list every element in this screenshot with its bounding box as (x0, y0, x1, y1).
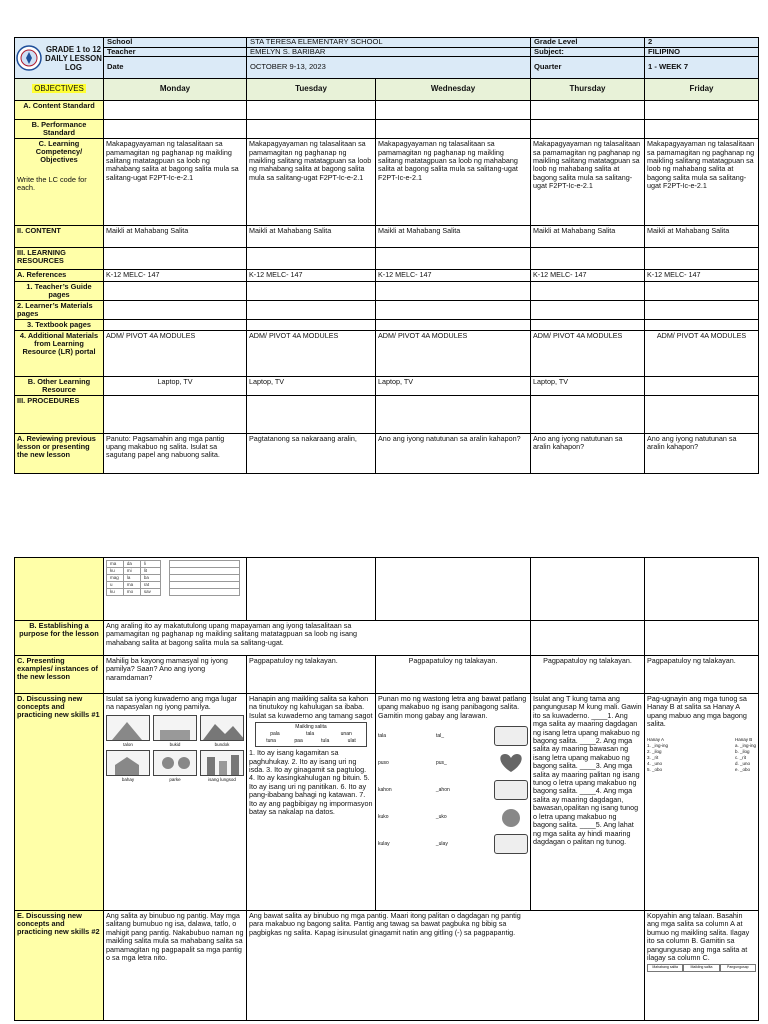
dll-table-page1 (14, 37, 759, 474)
place-picture: parke (153, 750, 197, 776)
presenting-fri: Pagpapatuloy ng talakayan. (645, 656, 759, 694)
label-performance-standard: B. Performance Standard (15, 120, 104, 139)
row-procedures (15, 395, 759, 433)
date-value: OCTOBER 9-13, 2023 (247, 57, 531, 79)
additional-wed: ADM/ PIVOT 4A MODULES (376, 330, 531, 376)
syllable-table (106, 560, 240, 596)
label-presenting: C. Presenting examples/ instances of the new lesson (15, 656, 104, 694)
row-presenting (15, 656, 759, 694)
label-learners-materials: 2. Learner’s Materials pages (15, 300, 104, 319)
row-reviewing (15, 433, 759, 473)
subject-value: FILIPINO (645, 47, 759, 57)
label-content: II. CONTENT (15, 226, 104, 248)
presenting-mon: Mahilig ba kayong mamasyal ng iyong pamilya? Saan? Ano ang iyong naramdaman? (104, 656, 247, 694)
content-wed: Maikli at Mahabang Salita (376, 226, 531, 248)
presenting-thu: Pagpapatuloy ng talakayan. (531, 656, 645, 694)
row-content (15, 226, 759, 248)
header-title-line1: GRADE 1 to 12 (45, 44, 101, 54)
day-monday: Monday (104, 79, 247, 101)
presenting-wed: Pagpapatuloy ng talakayan. (376, 656, 531, 694)
school-label: School (104, 38, 247, 48)
word-pair: puso pus_ (378, 752, 528, 774)
place-picture: bundok (200, 715, 244, 741)
other-tue: Laptop, TV (247, 376, 376, 395)
tire-picture-icon (494, 726, 528, 746)
label-procedures: III. PROCEDURES (15, 395, 104, 433)
header-title-line3: LOG (65, 62, 82, 72)
syllable-table-cell (104, 558, 247, 621)
additional-mon: ADM/ PIVOT 4A MODULES (104, 330, 247, 376)
word-pair: kuko _uko (378, 806, 528, 828)
references-fri: K-12 MELC- 147 (645, 270, 759, 281)
teacher-label: Teacher (104, 47, 247, 57)
day-wednesday: Wednesday (376, 79, 531, 101)
word-pair: tala tal_ (378, 726, 528, 746)
row-reviewing-continued (15, 558, 759, 621)
school-value: STA TERESA ELEMENTARY SCHOOL (247, 38, 531, 48)
competency-mon: Makapagyayaman ng talasalitaan sa pamamagitan ng paghanap ng maikling salitang matatagpuan sa loob ng mahabang salita at bagong salita mula sa salitang-ugat F2PT-Ic-e-2.1 (104, 139, 247, 226)
competency-note: Write the LC code for each. (17, 175, 87, 193)
label-textbook: 3. Textbook pages (15, 319, 104, 330)
row-performance-standard (15, 120, 759, 139)
syllable-row: u ma rat (107, 582, 240, 589)
place-picture: isang lungsod (200, 750, 244, 776)
content-thu: Maikli at Mahabang Salita (531, 226, 645, 248)
days-row (15, 79, 759, 101)
place-picture: bukid (153, 715, 197, 741)
competency-fri: Makapagyayaman ng talasalitaan sa pamamagitan ng paghanap ng maikling salitang matatagpuan sa loob ng mahabang salita at bagong salita mula sa salitang-ugat F2PT-Ic-e-2.1 (645, 139, 759, 226)
syllable-row: ma da li (107, 561, 240, 568)
crayons-picture-icon (494, 834, 528, 854)
label-discussing2: E. Discussing new concepts and practicing new skills #2 (15, 911, 104, 1021)
label-content-standard: A. Content Standard (15, 101, 104, 120)
label-competency: C. Learning Competency/ Objectives Write the LC code for each. (15, 139, 104, 226)
row-other-resources (15, 376, 759, 395)
activity-table-preview: Mahabang salita Maikling salita Pangungusap (647, 964, 756, 972)
other-thu: Laptop, TV (531, 376, 645, 395)
dll-table-page2 (14, 557, 759, 1021)
reviewing-tue: Pagtatanong sa nakaraang aralin, (247, 433, 376, 473)
day-tuesday: Tuesday (247, 79, 376, 101)
label-reviewing: A. Reviewing previous lesson or presenting the new lesson (15, 433, 104, 473)
flower-picture-icon (494, 780, 528, 800)
establishing-text: Ang araling ito ay makatutulong upang mapayaman ang iyong talasalitaan sa pamamagitan ng paghanap ng maikling salitang matatagpuan sa loob ng isang mahabang salita at bagong salita mula sa salitang-ugat. (104, 621, 531, 656)
word-pair: kahon _ahon (378, 780, 528, 800)
discussing1-wed: Punan mo ng wastong letra ang bawat patlang upang makabuo ng isang panibagong salita. Gamitin mong gabay ang larawan. tala tal_ puso pus_ kahon _ahon kuko _uko kulay _ulay (376, 694, 531, 911)
label-references: A. References (15, 270, 104, 281)
discussing1-tue: Hanapin ang maikling salita sa kahon na tinutukoy ng kahulugan sa ibaba. Isulat sa kuwaderno ang tamang sagot Maikling salita pala tala unan tuna paa tula ulat 1. Ito ay isang kagamitan sa paghuhukay. 2. Ito ay isang uri ng isda. 3. Ito ay ginagamit sa pagtulog. 4. Ito ay kasingkahulugan ng bituin. 5. Ito ay isang uri ng panitikan. 6. Ito ay pang-ibabang bahagi ng katawan. 7. Ito ay ang pagbibigay ng impormasyon batay sa nakalap na datos. (247, 694, 376, 911)
short-words-box: Maikling salita pala tala unan tuna paa tula ulat (255, 722, 367, 747)
label-discussing1: D. Discussing new concepts and practicing new skills #1 (15, 694, 104, 911)
syllable-row: ku mi lit (107, 568, 240, 575)
additional-thu: ADM/ PIVOT 4A MODULES (531, 330, 645, 376)
date-label: Date (104, 57, 247, 79)
references-tue: K-12 MELC- 147 (247, 270, 376, 281)
label-additional: 4. Additional Materials from Learning Resource (LR) portal (15, 330, 104, 376)
other-mon: Laptop, TV (104, 376, 247, 395)
subject-label: Subject: (531, 47, 645, 57)
syllable-row: ku mo sav (107, 589, 240, 596)
label-establishing: B. Establishing a purpose for the lesson (15, 621, 104, 656)
row-discussing1 (15, 694, 759, 911)
fruit-icon (494, 806, 528, 828)
row-discussing2 (15, 911, 759, 1021)
row-content-standard (15, 101, 759, 120)
other-wed: Laptop, TV (376, 376, 531, 395)
references-mon: K-12 MELC- 147 (104, 270, 247, 281)
content-tue: Maikli at Mahabang Salita (247, 226, 376, 248)
competency-wed: Makapagyayaman ng talasalitaan sa pamamagitan ng paghanap ng maikling salitang matatagpuan sa loob ng mahabang salita at bagong salita mula sa salitang-ugat F2PT-Ic-e-2.1 (376, 139, 531, 226)
header-logo-cell (15, 38, 104, 79)
competency-tue: Makapagyayaman ng talasalitaan sa pamamagitan ng paghanap ng maikling salitang matatagpuan sa loob ng mahabang salita at bagong salita mula sa salitang-ugat F2PT-Ic-e-2.1 (247, 139, 376, 226)
row-competency (15, 139, 759, 226)
teacher-value: EMELYN S. BARIBAR (247, 47, 531, 57)
competency-thu: Makapagyayaman ng talasalitaan sa pamamagitan ng paghanap ng maikling salitang matatagpuan sa loob ng mahabang salita at bagong salita mula sa salitang-ugat F2PT-Ic-e-2.1 (531, 139, 645, 226)
references-wed: K-12 MELC- 147 (376, 270, 531, 281)
row-references (15, 270, 759, 281)
discussing1-mon: Isulat sa iyong kuwaderno ang mga lugar na napasyalan ng iyong pamilya. talon bukid bundok bahay parke isang lungsod (104, 694, 247, 911)
hanay-columns: Hanay A 1. _ing-ing 2. _ilog 3. _rit 4. _uno 5. _obo Hanay B a. _ing-ing b. _ilog c. _rit d. _uno e. _obo (647, 736, 756, 772)
row-learning-resources (15, 248, 759, 270)
day-thursday: Thursday (531, 79, 645, 101)
content-mon: Maikli at Mahabang Salita (104, 226, 247, 248)
syllable-row: mag la ba (107, 575, 240, 582)
discussing2-tue-thu: Ang bawat salita ay binubuo ng mga pantig. Maari itong palitan o dagdagan ng pantig para makabuo ng bagong salita. Pantig ang tawag sa bawat pagbuka ng bibig sa pagbigkas ng salita. Kapag isinusulat ginagamit natin ang gitling (-) sa pagpapantig. (247, 911, 645, 1021)
discussing1-thu: Isulat ang T kung tama ang pangungusap M kung mali. Gawin ito sa kuwaderno. ____1. Ang mga salita ay maaring dagdagan ng isang letra upang makabuo ng bagong salita. ____2. Ang mga salita ay maaring bawasan ng isang letra upang makabuo ng bagong salita. ____3. Ang mga salita ay maaring palitan ng isang tunog o letra upang makabuo ng bagong salita. ____4. Ang mga salita ay maaring dagdagan, bawasan,opalitan ng isang tunog o letra upang makabuo ng bagong salita. ____5. Ang lahat ng mga salita ay hindi maaring dagdagan o palitan ng tunog. (531, 694, 645, 911)
additional-fri: ADM/ PIVOT 4A MODULES (645, 330, 759, 376)
deped-seal-icon (16, 43, 42, 73)
row-learners-materials (15, 300, 759, 319)
label-teachers-guide: 1. Teacher’s Guide pages (15, 281, 104, 300)
objectives-header: OBJECTIVES (15, 79, 104, 101)
places-picture-grid (106, 750, 244, 782)
discussing2-fri: Kopyahin ang talaan. Basahin ang mga salita sa column A at bumuo ng maikling salita. Ilagay ito sa column B. Gamitin sa pangungusap ang mga salita at ilagay sa column C. Mahabang salita Maikling salita Pangungusap (645, 911, 759, 1021)
reviewing-thu: Ano ang iyong natutunan sa aralin kahapon? (531, 433, 645, 473)
quarter-value: 1 - WEEK 7 (645, 57, 759, 79)
header-title-line2: DAILY LESSON (45, 53, 102, 63)
header-row-teacher (15, 47, 759, 57)
grade-label: Grade Level (531, 38, 645, 48)
row-textbook (15, 319, 759, 330)
label-reviewing-continued (15, 558, 104, 621)
reviewing-mon: Panuto: Pagsamahin ang mga pantig upang makabuo ng salita. Isulat sa sagutang papel ang nabuong salita. (104, 433, 247, 473)
row-additional (15, 330, 759, 376)
row-establishing (15, 621, 759, 656)
heart-icon (494, 752, 528, 774)
day-friday: Friday (645, 79, 759, 101)
presenting-tue: Pagpapatuloy ng talakayan. (247, 656, 376, 694)
content-fri: Maikli at Mahabang Salita (645, 226, 759, 248)
references-thu: K-12 MELC- 147 (531, 270, 645, 281)
reviewing-wed: Ano ang iyong natutunan sa aralin kahapon? (376, 433, 531, 473)
additional-tue: ADM/ PIVOT 4A MODULES (247, 330, 376, 376)
row-teachers-guide (15, 281, 759, 300)
place-picture: talon (106, 715, 150, 741)
header-row-date (15, 57, 759, 79)
word-pair: kulay _ulay (378, 834, 528, 854)
label-learning-resources: III. LEARNING RESOURCES (15, 248, 104, 270)
quarter-label: Quarter (531, 57, 645, 79)
grade-value: 2 (645, 38, 759, 48)
place-picture: bahay (106, 750, 150, 776)
label-other-resources: B. Other Learning Resource (15, 376, 104, 395)
header-row-school (15, 38, 759, 48)
discussing1-fri: Pag-ugnayin ang mga tunog sa Hanay B at salita sa Hanay A upang mabuo ang mga bagong salita. Hanay A 1. _ing-ing 2. _ilog 3. _rit 4. _uno 5. _obo Hanay B a. _ing-ing b. _ilog c. _rit d. _uno e. _obo (645, 694, 759, 911)
discussing2-mon: Ang salita ay binubuo ng pantig. May mga salitang bumubuo ng isa, dalawa, tatlo, o mahigit pang pantig. Nakabubuo naman ng maikling salita mula sa mahabang salita sa pamamagitan ng pagpapalit sa mga pantig o sa mga letra nito. (104, 911, 247, 1021)
places-picture-grid (106, 715, 244, 747)
reviewing-fri: Ano ang iyong natutunan sa aralin kahapon? (645, 433, 759, 473)
